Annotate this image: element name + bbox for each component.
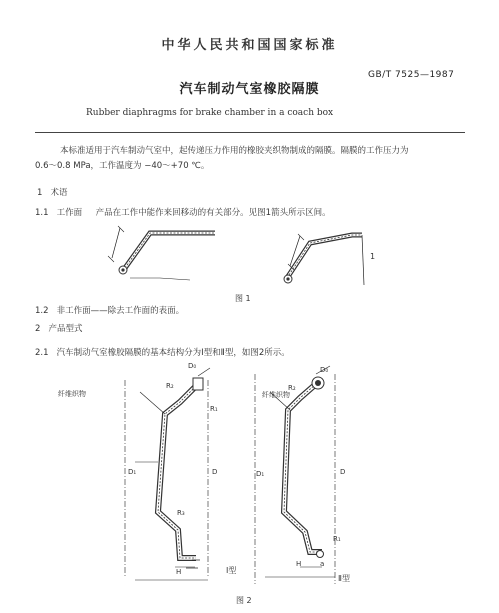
section-2-title: 产品型式 (48, 324, 83, 334)
item-1-1-text: 产品在工作中能作来回移动的有关部分。见图1箭头所示区间。 (95, 208, 331, 218)
dim-r2-left: R₂ (166, 382, 174, 390)
dim-r1-right: R₁ (333, 535, 341, 543)
item-1-2-text: 非工作面——除去工作面的表面。 (56, 306, 185, 316)
figure-2-type-2-label: Ⅱ型 (338, 574, 350, 583)
figure-2-caption: 图 2 (236, 596, 252, 605)
dim-r1-left: R₁ (210, 405, 218, 413)
figure-1-dim-label: 1 (370, 252, 376, 261)
dim-d-left: D (212, 468, 218, 476)
document-subtitle-english: Rubber diaphragms for brake chamber in a coach box (86, 108, 334, 118)
dim-r3-left: R₃ (177, 509, 185, 517)
section-2-number: 2 (35, 324, 41, 334)
title-divider (35, 132, 465, 133)
dim-r2-right: R₂ (288, 384, 296, 392)
dim-d-right: D (340, 468, 346, 476)
figure-2-type-1-section (125, 368, 210, 580)
dim-d0-left: D₀ (188, 362, 197, 370)
standard-number: GB/T 7525—1987 (368, 70, 455, 80)
section-1-heading (37, 186, 68, 198)
dim-h-left: H (176, 568, 182, 576)
figure-1-left-profile (108, 226, 215, 280)
intro-line-2: 0.6～0.8 MPa，工作温度为 −40～+70 ℃。 (35, 161, 210, 171)
item-2-1-number: 2.1 (35, 348, 49, 358)
item-2-1 (35, 346, 290, 358)
dim-d1-left: D₁ (128, 468, 137, 476)
fabric-label-left: 纤维织物 (58, 390, 86, 398)
figure-2-type-1-label: Ⅰ型 (226, 566, 237, 575)
dim-d1-right: D₁ (256, 470, 265, 478)
item-1-1-term: 工作面 (56, 208, 83, 218)
dim-a-right: a (320, 560, 325, 568)
dim-h-right: H (296, 560, 302, 568)
document-title: 汽车制动气室橡胶隔膜 (179, 82, 320, 97)
figure-1-caption: 图 1 (235, 294, 251, 303)
item-1-1-number: 1.1 (35, 208, 49, 218)
section-1-number: 1 (37, 188, 43, 198)
item-2-1-text: 汽车制动气室橡胶隔膜的基本结构分为Ⅰ型和Ⅱ型，如图2所示。 (56, 348, 290, 358)
item-1-2 (35, 304, 184, 316)
fabric-label-right: 纤维织物 (262, 391, 290, 399)
figure-1-right-profile (284, 234, 364, 285)
section-1-title: 术语 (50, 188, 68, 198)
intro-line-1: 本标准适用于汽车制动气室中，起传递压力作用的橡胶夹织物制成的隔膜。隔膜的工作压力为 (60, 146, 409, 156)
item-1-1 (35, 206, 331, 218)
standard-org-header: 中华人民共和国国家标准 (161, 38, 338, 53)
section-2-heading (35, 322, 83, 334)
item-1-2-number: 1.2 (35, 306, 49, 316)
dim-d0-right: D₀ (320, 366, 329, 374)
